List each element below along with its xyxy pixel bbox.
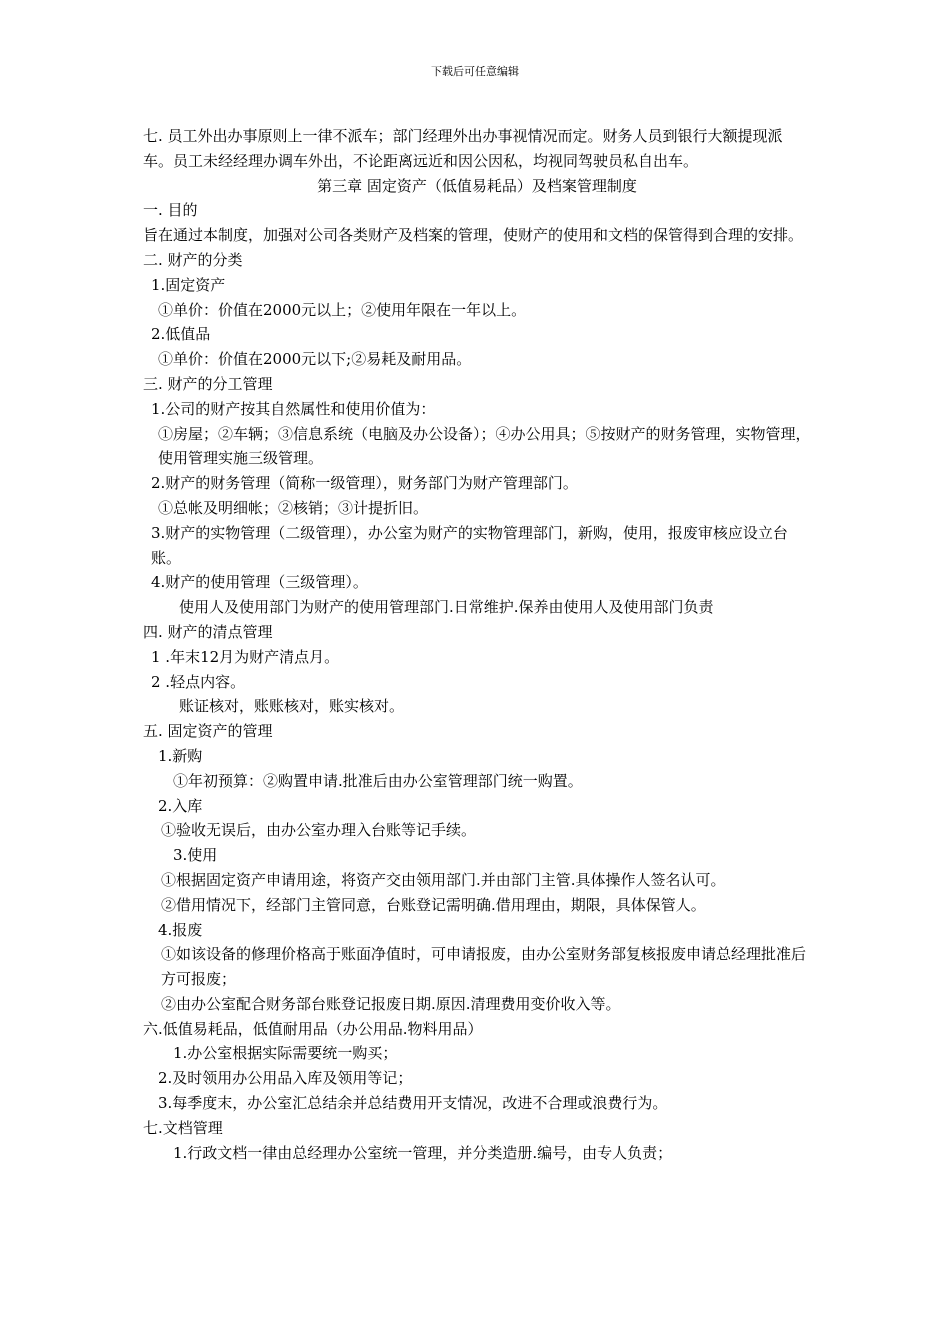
list-item-purchase-detail: ①年初预算：②购置申请.批准后由办公室管理部门统一购置。 — [173, 771, 583, 790]
section-heading-inventory: 四. 财产的清点管理 — [143, 622, 273, 641]
list-item-consumables-2: 2.及时领用办公用品入库及领用等记； — [158, 1069, 413, 1088]
list-item-scrap-detail-1: ①如该设备的修理价格高于账面净值时，可申请报废，由办公室财务部复核报废申请总经理批准后方可报废； — [161, 945, 807, 989]
list-item-inventory-1: 1 .年末12月为财产清点月。 — [151, 647, 340, 666]
list-item-inventory-2: 2 .轻点内容。 — [151, 672, 246, 691]
list-item-low-value: 2.低值品 — [151, 325, 211, 344]
list-item-division-4: 4.财产的使用管理（三级管理）。 — [151, 573, 368, 592]
chapter-title: 第三章 固定资产（低值易耗品）及档案管理制度 — [317, 176, 637, 195]
list-item-scrap: 4.报废 — [158, 920, 203, 939]
list-item-low-value-detail: ①单价：价值在2000元以下;②易耗及耐用品。 — [158, 350, 472, 369]
list-item-division-3: 3.财产的实物管理（二级管理），办公室为财产的实物管理部门，新购，使用，报废审核应设立台账。 — [151, 523, 788, 567]
list-item-inventory-2-detail: 账证核对，账账核对，账实核对。 — [179, 697, 405, 716]
paragraph-vehicle-rule: 七. 员工外出办事原则上一律不派车；部门经理外出办事视情况而定。财务人员到银行大额提现派车。员工未经经理办调车外出，不论距离远近和因公因私，均视同驾驶员私自出车。 — [143, 127, 783, 170]
list-item-purchase: 1.新购 — [158, 746, 203, 765]
list-item-fixed-assets-detail: ①单价：价值在2000元以上；②使用年限在一年以上。 — [158, 300, 527, 319]
section-heading-fixed-asset-mgmt: 五. 固定资产的管理 — [143, 722, 273, 741]
list-item-consumables-1: 1.办公室根据实际需要统一购买； — [173, 1044, 398, 1063]
list-item-usage-detail-2: ②借用情况下，经部门主管同意，台账登记需明确.借用理由，期限，具体保管人。 — [161, 895, 706, 914]
section-heading-documents: 七.文档管理 — [143, 1118, 223, 1137]
list-item-division-1-detail: ①房屋；②车辆；③信息系统（电脑及办公设备）；④办公用具；⑤按财产的财务管理，实物管理，使用管理实施三级管理。 — [158, 424, 811, 468]
list-item-documents-1: 1.行政文档一律由总经理办公室统一管理，并分类造册.编号，由专人负责； — [173, 1143, 673, 1162]
document-body — [143, 124, 811, 1165]
list-item-usage: 3.使用 — [173, 846, 218, 865]
list-item-division-1: 1.公司的财产按其自然属性和使用价值为： — [151, 399, 436, 418]
list-item-division-4-detail: 使用人及使用部门为财产的使用管理部门.日常维护.保养由使用人及使用部门负责 — [179, 598, 714, 617]
list-item-storage: 2.入库 — [158, 796, 203, 815]
section-heading-consumables: 六.低值易耗品，低值耐用品（办公用品.物料用品） — [143, 1019, 483, 1038]
list-item-usage-detail-1: ①根据固定资产申请用途，将资产交由领用部门.并由部门主管.具体操作人签名认可。 — [161, 870, 726, 889]
list-item-storage-detail: ①验收无误后，由办公室办理入台账等记手续。 — [161, 821, 477, 840]
section-heading-classification: 二. 财产的分类 — [143, 250, 243, 269]
page-header: 下载后可任意编辑 — [431, 65, 519, 78]
list-item-scrap-detail-2: ②由办公室配合财务部台账登记报废日期.原因.清理费用变价收入等。 — [161, 994, 621, 1013]
list-item-division-2: 2.财产的财务管理（简称一级管理），财务部门为财产管理部门。 — [151, 474, 578, 493]
paragraph-purpose: 旨在通过本制度，加强对公司各类财产及档案的管理，使财产的使用和文档的保管得到合理的安排。 — [143, 226, 804, 245]
list-item-fixed-assets: 1.固定资产 — [151, 275, 226, 294]
list-item-consumables-3: 3.每季度末，办公室汇总结余并总结费用开支情况，改进不合理或浪费行为。 — [158, 1094, 668, 1113]
section-heading-division: 三. 财产的分工管理 — [143, 374, 273, 393]
list-item-division-2-detail: ①总帐及明细帐；②核销；③计提折旧。 — [158, 498, 429, 517]
section-heading-purpose: 一. 目的 — [143, 201, 198, 220]
